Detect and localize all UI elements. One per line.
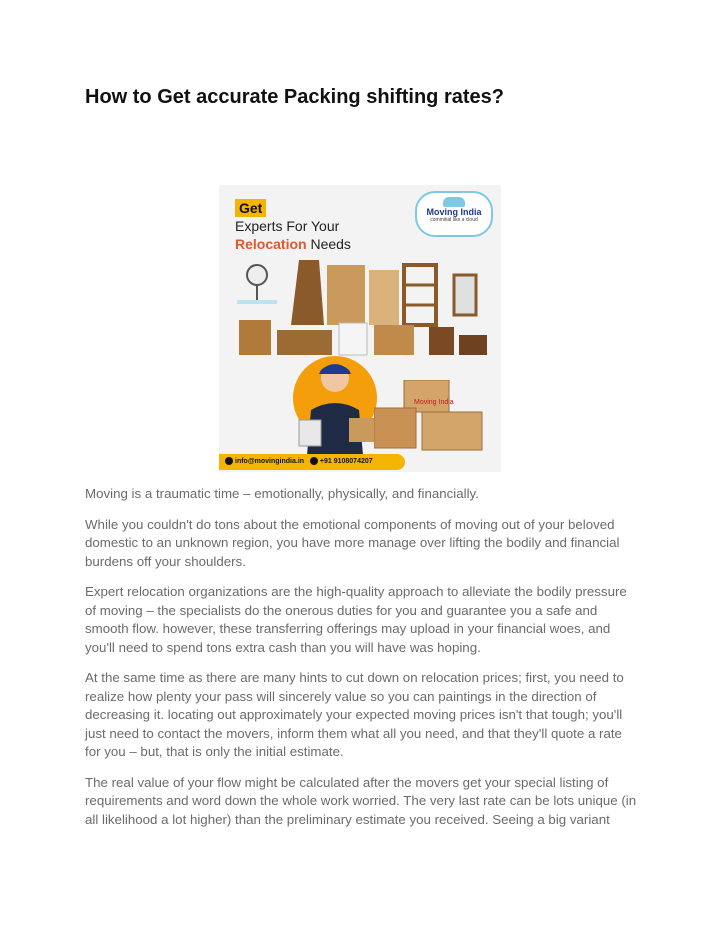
advertisement-image <box>219 185 501 472</box>
ad-get-tag: Get <box>235 199 266 217</box>
logo-name: Moving India <box>426 207 482 217</box>
ad-needs-word: Needs <box>306 236 351 252</box>
ad-headline <box>235 199 385 253</box>
logo-tagline: commitial like a cloud <box>430 217 478 223</box>
paragraph: The real value of your flow might be calculated after the movers get your special listing of requirements and word down the whole work worried. The very last rate can be lots unique (in all likelihood a lot higher) than the preliminary estimate you received. Seeing a big variant <box>85 774 637 827</box>
contact-email: info@movingindia.in <box>235 458 305 465</box>
box-label: Moving India <box>414 399 454 406</box>
moving-boxes-illustration <box>374 380 486 452</box>
contact-bar <box>219 454 405 470</box>
page-title: How to Get accurate Packing shifting rates? <box>85 86 504 108</box>
paragraph: Moving is a traumatic time – emotionally, physically, and financially. <box>85 486 479 501</box>
article-body <box>85 485 640 841</box>
paragraph: Expert relocation organizations are the high-quality approach to alleviate the bodily pressure of moving – the specialists do the onerous duties for you and guarantee you a safe and smooth flow. however, these transferring offerings may upload in your financial woes, and you'll need to spend tons extra cash than you will have was hoping. <box>85 584 627 655</box>
phone-icon <box>310 457 318 465</box>
paragraph: At the same time as there are many hints to cut down on relocation prices; first, you need to realize how plenty your pass will sincerely value so you can paintings in the direction of decreasing it. locating out approximately your expected moving prices isn't that tough; you'll just need to contact the movers, inform them what all you need, and that they'll quote a rate for you – but, that is only the initial estimate. <box>85 670 624 759</box>
email-icon <box>225 457 233 465</box>
contact-phone: +91 9108074207 <box>319 458 373 465</box>
cloud-icon <box>443 197 465 207</box>
moving-india-logo <box>415 191 493 237</box>
paragraph: While you couldn't do tons about the emotional components of moving out of your beloved domestic to an unknown region, you have more manage over lifting the bodily and financial burdens off your shoulders. <box>85 516 620 569</box>
ad-relocation-word: Relocation <box>235 236 307 252</box>
furniture-illustration <box>229 255 491 365</box>
ad-headline-line2: Experts For Your <box>235 218 340 234</box>
